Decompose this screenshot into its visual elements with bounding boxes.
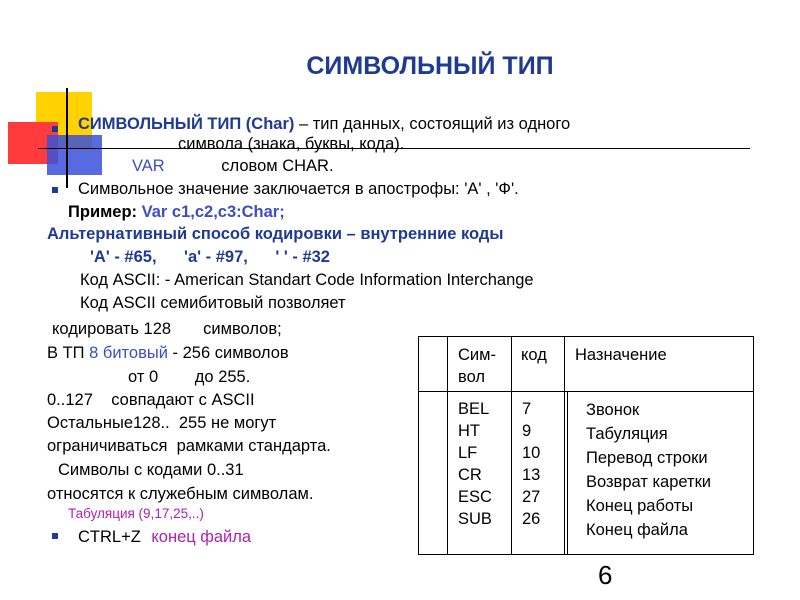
definition-text: – тип данных, состоящий из одного xyxy=(294,115,571,133)
var-rest: словом CHAR. xyxy=(221,157,334,175)
codes-example: 'A' - #65, 'a' - #97, ' ' - #32 xyxy=(90,248,330,266)
others-line: Остальные128.. 255 не могут xyxy=(47,414,277,432)
encode-128: кодировать 128 символов; xyxy=(52,320,282,338)
purpose-cell: Конец работы xyxy=(586,497,694,515)
purpose-cell: Конец файла xyxy=(586,521,688,539)
symbol-cell: LF xyxy=(458,444,478,462)
bullet-marker xyxy=(52,187,58,193)
code-cell: 10 xyxy=(522,444,541,462)
purpose-cell: Звонок xyxy=(586,401,640,419)
example-code: Var c1,c2,c3:Char; xyxy=(141,203,285,221)
example-line xyxy=(68,202,285,222)
ascii-definition: Код ASCII: - American Standart Code Information Interchange xyxy=(80,271,534,289)
purpose-column xyxy=(567,392,753,554)
ctrl-codes-line: Символы с кодами 0..31 xyxy=(58,461,244,479)
ctrl-z-key: CTRL+Z xyxy=(78,528,141,546)
tp-line xyxy=(47,343,289,363)
purpose-cell: Перевод строки xyxy=(586,449,708,467)
code-column xyxy=(512,392,564,530)
decor-vertical-line xyxy=(66,88,68,188)
table-header-row xyxy=(419,337,754,392)
symbol-cell: SUB xyxy=(458,510,492,528)
code-cell: 9 xyxy=(522,422,532,440)
example-label: Пример: xyxy=(68,203,142,221)
definition-line xyxy=(78,114,570,134)
tp-highlight: 8 битовый xyxy=(89,344,168,362)
tab-note: Табуляция (9,17,25,..) xyxy=(68,506,204,521)
symbol-cell: CR xyxy=(458,466,482,484)
code-cell: 27 xyxy=(522,488,541,506)
page-number: 6 xyxy=(598,560,613,590)
apostrophe-line: Символьное значение заключается в апострофы: 'А' , 'Ф'. xyxy=(78,180,519,198)
definition-continuation: символа (знака, буквы, кода). xyxy=(178,135,405,153)
slide-title: СИМВОЛЬНЫЙ ТИП xyxy=(306,52,554,80)
symbol-cell: ESC xyxy=(458,488,492,506)
limited-line: ограничиваться рамками стандарта. xyxy=(47,437,331,455)
ctrl-z-line xyxy=(78,527,251,547)
range-line: от 0 до 255. xyxy=(128,368,251,386)
eof-text: конец файла xyxy=(151,528,252,546)
code-cell: 26 xyxy=(522,510,541,528)
definition-term: СИМВОЛЬНЫЙ ТИП (Char) xyxy=(78,115,295,133)
header-code: код xyxy=(521,346,547,364)
alt-coding-heading: Альтернативный способ кодировки – внутренние коды xyxy=(47,225,504,243)
match-ascii-line: 0..127 совпадают с ASCII xyxy=(47,391,255,409)
symbol-cell: HT xyxy=(458,422,480,440)
tp-suffix: - 256 символов xyxy=(167,344,289,362)
control-codes-table xyxy=(418,336,754,555)
purpose-cell: Возврат каретки xyxy=(586,473,712,491)
bullet-marker xyxy=(52,126,58,132)
var-keyword: VAR xyxy=(132,157,165,175)
service-line: относятся к служебным символам. xyxy=(47,485,314,503)
symbol-column xyxy=(448,392,511,530)
code-cell: 7 xyxy=(522,400,532,418)
header-symbol: Сим-вол xyxy=(458,346,496,386)
ascii-7bit: Код ASCII семибитовый позволяет xyxy=(80,294,346,312)
symbol-cell: BEL xyxy=(458,400,490,418)
bullet-marker xyxy=(52,533,58,539)
decor-blue-square xyxy=(47,135,102,175)
code-cell: 13 xyxy=(522,466,541,484)
var-line xyxy=(132,156,334,176)
tp-prefix: В ТП xyxy=(47,344,90,362)
purpose-cell: Табуляция xyxy=(586,425,668,443)
header-purpose: Назначение xyxy=(575,346,667,364)
table-body-row xyxy=(419,392,754,555)
